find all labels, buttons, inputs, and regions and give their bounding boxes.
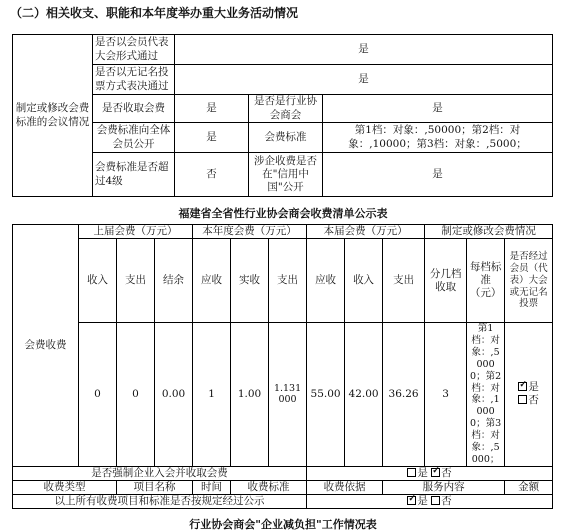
vote-yes-label: 是 (528, 381, 539, 394)
val-this-expense: 36.26 (383, 323, 425, 467)
standard-value: 第1档：对象：,50000；第2档：对象：,10000；第3档：对象：,5000； (323, 123, 553, 153)
rep-congress-label: 是否以会员代表大会形式通过 (93, 35, 175, 65)
vote-checkboxes (505, 323, 553, 467)
hdr-basis: 收费依据 (307, 480, 383, 494)
forced-yes-checkbox[interactable] (407, 468, 416, 477)
credit-value: 是 (323, 153, 553, 197)
public-label: 会费标准向全体会员公开 (93, 123, 175, 153)
disclose-no-checkbox[interactable] (431, 496, 440, 505)
exceed-value: 否 (175, 153, 249, 197)
val-tiers: 第1档：对象：,50000；第2档：对象：,10000；第3档：对象：,5000； (467, 323, 505, 467)
col-tier-count: 分几档收取 (425, 239, 467, 323)
public-value: 是 (175, 123, 249, 153)
val-prev-expense: 0 (117, 323, 155, 467)
meeting-table (12, 34, 553, 197)
val-tier-count: 3 (425, 323, 467, 467)
disclose-checkboxes (307, 494, 553, 508)
forced-yes-label: 是 (417, 466, 428, 479)
forced-no-checkbox[interactable] (431, 468, 440, 477)
col-this-due: 应收 (307, 239, 345, 323)
vote-no-label: 否 (528, 394, 539, 407)
group-std: 制定或修改会费情况 (425, 225, 553, 239)
fee-collect-value: 是 (175, 95, 249, 123)
group-this: 本届会费（万元） (307, 225, 425, 239)
exceed-label: 会费标准是否超过4级 (93, 153, 175, 197)
rep-congress-value: 是 (175, 35, 553, 65)
val-prev-income: 0 (79, 323, 117, 467)
hdr-name: 项目名称 (117, 480, 193, 494)
disclose-yes-label: 是 (417, 494, 428, 507)
col-prev-income: 收入 (79, 239, 117, 323)
val-curr-received: 1.00 (231, 323, 269, 467)
hdr-time: 时间 (193, 480, 231, 494)
vote-no-checkbox[interactable] (518, 395, 527, 404)
vote-yes-checkbox[interactable] (518, 382, 527, 391)
val-this-income: 42.00 (345, 323, 383, 467)
col-prev-balance: 结余 (155, 239, 193, 323)
val-curr-expense: 1.131000 (269, 323, 307, 467)
forced-no-label: 否 (441, 466, 452, 479)
val-this-due: 55.00 (307, 323, 345, 467)
credit-label: 涉企收费是否在"信用中国"公开 (249, 153, 323, 197)
disclose-label: 以上所有收费项目和标准是否按规定经过公示 (13, 494, 307, 508)
col-vote: 是否经过会员（代表）大会或无记名投票 (505, 239, 553, 323)
next-section-title: 行业协会商会"企业减负担"工作情况表 (189, 518, 377, 531)
col-curr-due: 应收 (193, 239, 231, 323)
secret-ballot-value: 是 (175, 65, 553, 95)
group-curr: 本年度会费（万元） (193, 225, 307, 239)
section-title: （二）相关收支、职能和本年度举办重大业务活动情况 (10, 6, 299, 20)
assoc-value: 是 (323, 95, 553, 123)
col-prev-expense: 支出 (117, 239, 155, 323)
group-prev: 上届会费（万元） (79, 225, 193, 239)
hdr-service: 服务内容 (383, 480, 505, 494)
hdr-amount: 金额 (505, 480, 553, 494)
fee-row-label: 会费收费 (13, 225, 79, 467)
disclose-yes-checkbox[interactable] (407, 496, 416, 505)
col-tier-standard: 每档标准（元） (467, 239, 505, 323)
hdr-type: 收费类型 (13, 480, 117, 494)
disclose-no-label: 否 (441, 494, 452, 507)
val-prev-balance: 0.00 (155, 323, 193, 467)
meeting-group-label: 制定或修改会费标准的会议情况 (13, 35, 93, 197)
col-this-income: 收入 (345, 239, 383, 323)
secret-ballot-label: 是否以无记名投票方式表决通过 (93, 65, 175, 95)
fee-collect-label: 是否收取会费 (93, 95, 175, 123)
standard-label: 会费标准 (249, 123, 323, 153)
assoc-label: 是否是行业协会商会 (249, 95, 323, 123)
col-this-expense: 支出 (383, 239, 425, 323)
hdr-standard: 收费标准 (231, 480, 307, 494)
fee-table (12, 224, 553, 509)
col-curr-received: 实收 (231, 239, 269, 323)
val-curr-due: 1 (193, 323, 231, 467)
forced-checkboxes (307, 466, 553, 480)
col-curr-expense: 支出 (269, 239, 307, 323)
list-title: 福建省全省性行业协会商会收费清单公示表 (178, 207, 388, 220)
forced-label: 是否强制企业入会并收取会费 (13, 466, 307, 480)
